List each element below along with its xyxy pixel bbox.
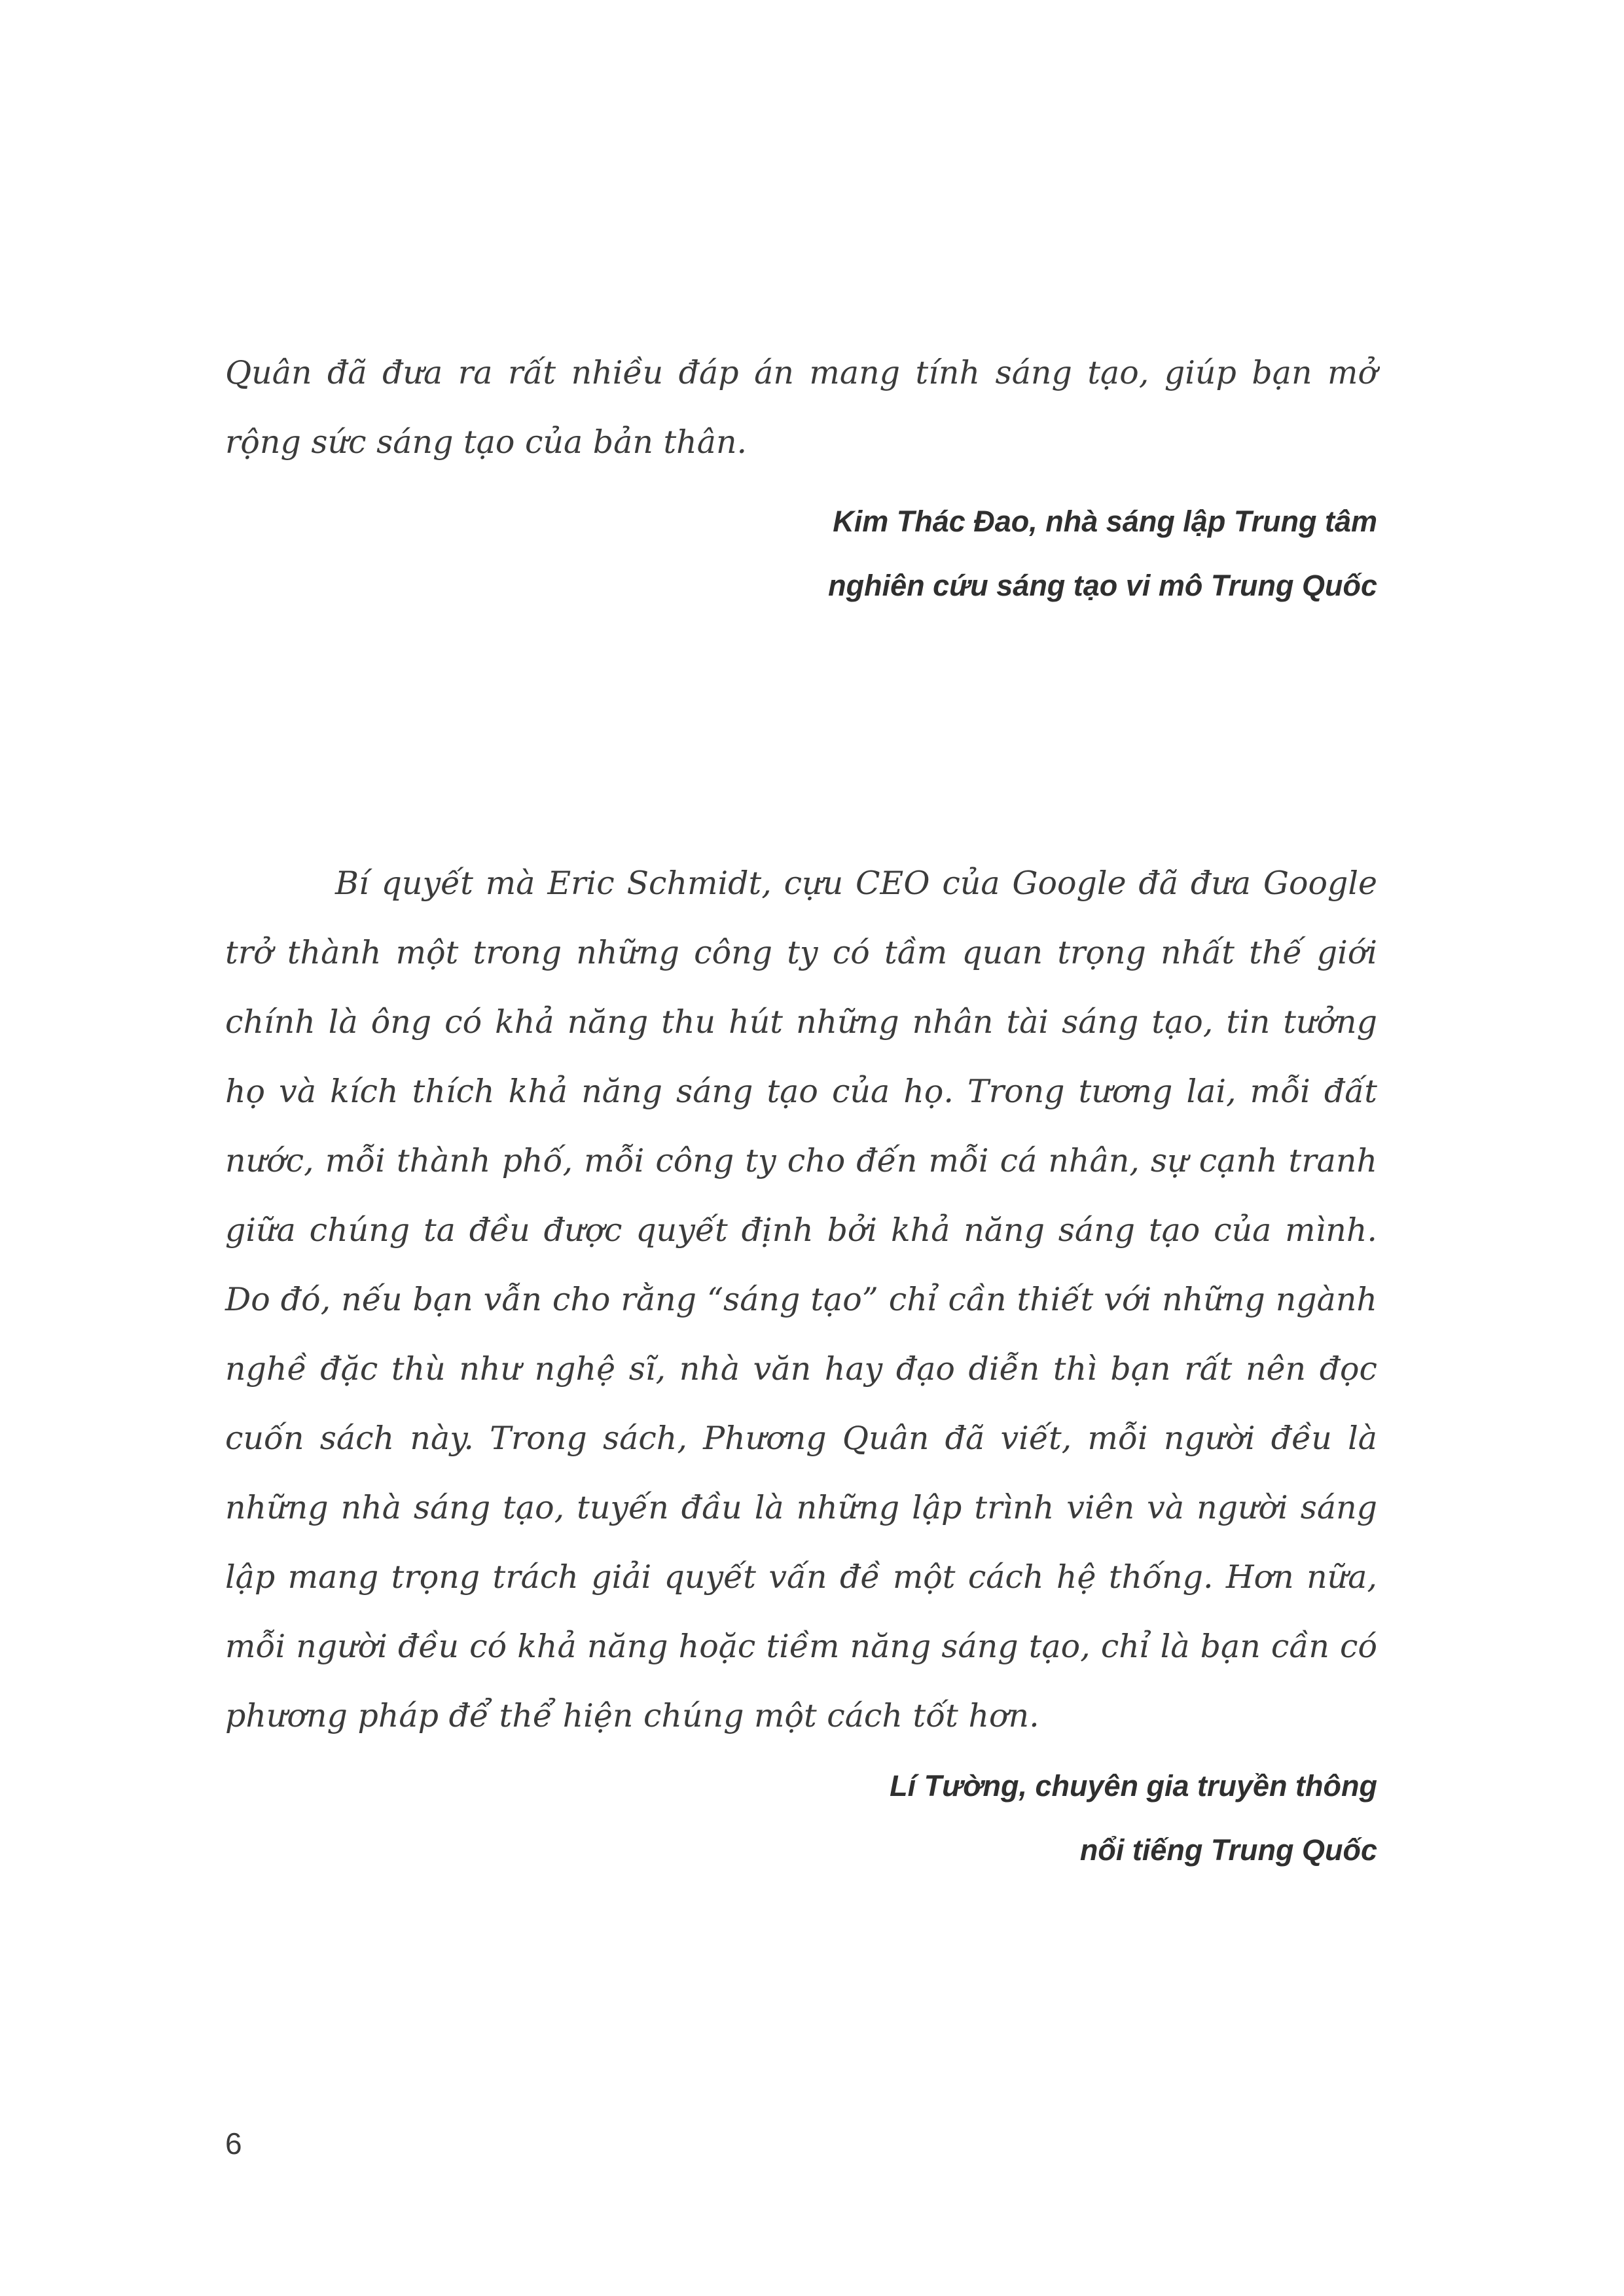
attribution-1-line-1: Kim Thác Đao, nhà sáng lập Trung tâm	[833, 505, 1377, 538]
endorsement-attribution-1	[225, 490, 1377, 618]
attribution-2-line-1: Lí Tường, chuyên gia truyền thông	[890, 1769, 1377, 1803]
attribution-2	[225, 1754, 1377, 1882]
attribution-2-line-2: nổi tiếng Trung Quốc	[1079, 1833, 1377, 1867]
quote-1-text: Quân đã đưa ra rất nhiều đáp án mang tính sáng tạo, giúp bạn mở rộng sức sáng tạo của bản thân.	[225, 354, 1377, 461]
endorsement-attribution-2	[225, 1754, 1377, 1882]
endorsement-quote-2	[225, 817, 1377, 1783]
page-number: 6	[225, 2126, 242, 2161]
attribution-1-line-2: nghiên cứu sáng tạo vi mô Trung Quốc	[828, 569, 1377, 602]
quote-2-text: Bí quyết mà Eric Schmidt, cựu CEO của Google đã đưa Google trở thành một trong những công ty có tầm quan trọng nhất thế giới chính là ông có khả năng thu hút những nhân tài sáng tạo, tin tưởng họ và kích thích khả năng sáng tạo của họ. Trong tương lai, mỗi đất nước, mỗi thành phố, mỗi công ty cho đến mỗi cá nhân, sự cạnh tranh giữa chúng ta đều được quyết định bởi khả năng sáng tạo của mình. Do đó, nếu bạn vẫn cho rằng “sáng tạo” chỉ cần thiết với những ngành nghề đặc thù như nghệ sĩ, nhà văn hay đạo diễn thì bạn rất nên đọc cuốn sách này. Trong sách, Phương Quân đã viết, mỗi người đều là những nhà sáng tạo, tuyến đầu là những lập trình viên và người sáng lập mang trọng trách giải quyết vấn đề một cách hệ thống. Hơn nữa, mỗi người đều có khả năng hoặc tiềm năng sáng tạo, chỉ là bạn cần có phương pháp để thể hiện chúng một cách tốt hơn.	[225, 865, 1377, 1734]
endorsement-quote-1	[225, 306, 1377, 509]
attribution-1	[225, 490, 1377, 618]
